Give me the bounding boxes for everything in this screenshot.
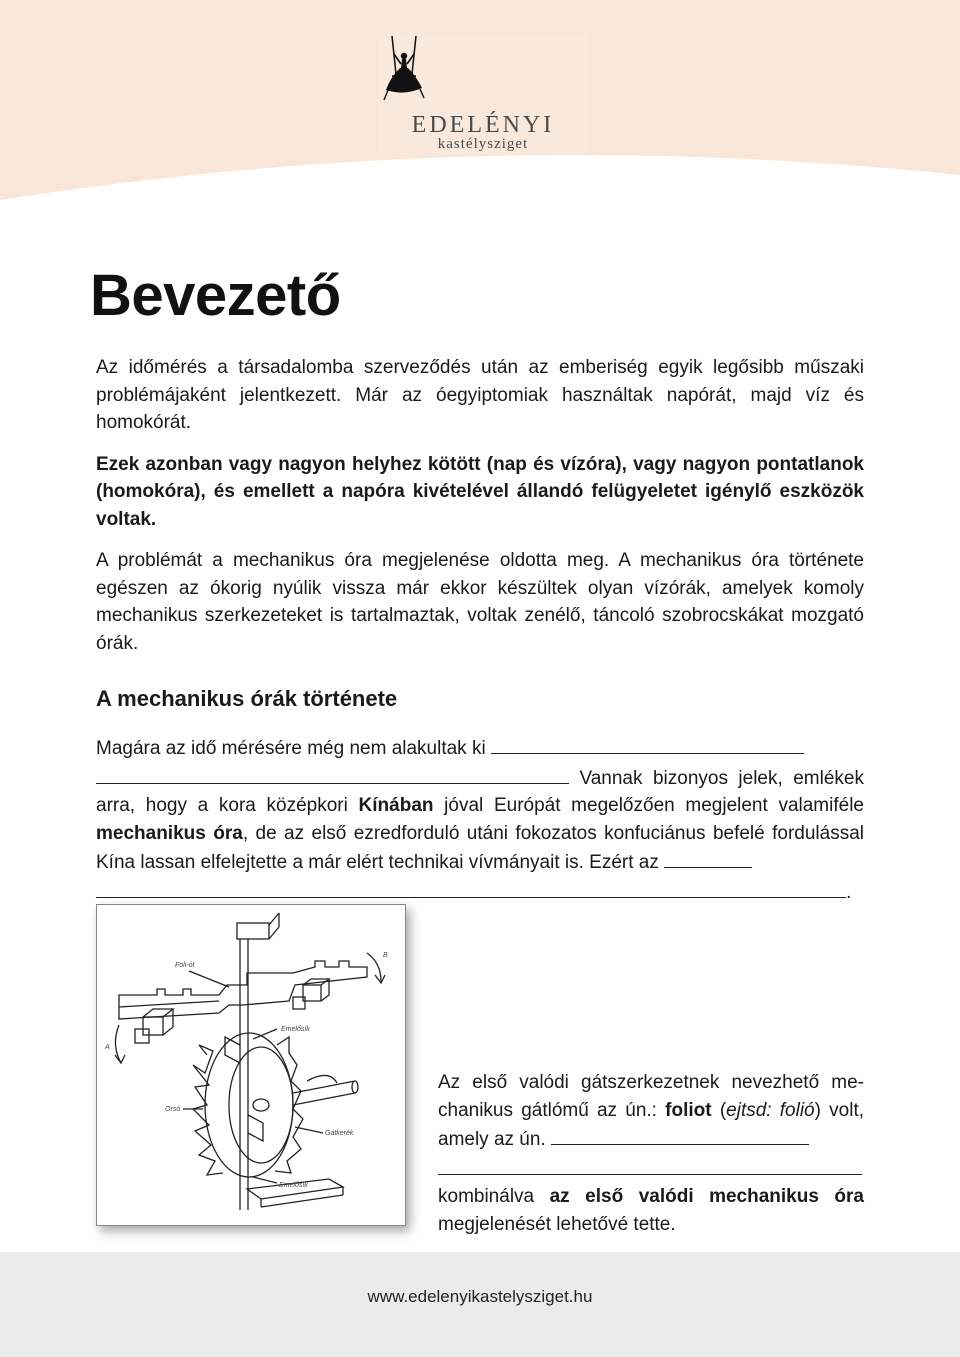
swing-lady-icon: [378, 34, 428, 108]
intro-paragraph-2: Ezek azonban vagy nagyon helyhez kötött (nap és vízóra), vagy nagyon pontatlanok (homokóra), és emellett a napóra kivételével állandó felügyeletet igénylő eszközök voltak.: [96, 453, 864, 530]
fill-blank-3a[interactable]: [551, 1124, 809, 1145]
fill-blank-2b[interactable]: [96, 877, 846, 898]
history-text-2: Vannak bizonyos jelek, emlékek arra, hogy a kora középkori: [96, 767, 864, 816]
foliot-paragraph: [438, 1069, 864, 1238]
brand-name: EDELÉNYI: [411, 112, 555, 138]
side-text-2: (: [711, 1099, 727, 1121]
history-text-4: , de az első ezredforduló utáni fokozatos konfuciánus befelé fordulással Kína lassan elfelejtette a már elért technikai vívmányait is. Ezért az: [96, 822, 865, 873]
side-bold-foliot: foliot: [665, 1099, 712, 1121]
fill-blank-2a[interactable]: [664, 847, 752, 868]
history-bold-china: Kínában: [358, 795, 434, 816]
fill-blank-1b[interactable]: [96, 763, 569, 784]
history-text-1: Magára az idő mérésére még nem alakultak ki: [96, 738, 491, 759]
header-band: [0, 0, 960, 260]
footer-website-link[interactable]: www.edelenyikastelysziget.hu: [367, 1287, 593, 1306]
brand-subtitle: kastélysziget: [437, 136, 529, 152]
label-emelosik-bottom: Emelősík: [279, 1182, 308, 1189]
section-heading: A mechanikus órák története: [96, 686, 398, 711]
label-a: A: [105, 1044, 110, 1051]
intro-paragraph-3: A problémát a mechanikus óra megjelenése oldotta meg. A mechanikus óra története egészen az ókorig nyúlik vissza már ekkor készültek olyan vízórák, amelyek komoly mechanikus szerkezeteket is tartalmaztak, voltak zenélő, táncoló szobrocskákat mozgató órák.: [96, 550, 864, 654]
foliot-illustration: [96, 904, 406, 1226]
fill-blank-1a[interactable]: [491, 733, 804, 754]
intro-section: [96, 354, 864, 671]
label-b: B: [383, 952, 388, 959]
history-paragraph: [96, 733, 864, 906]
intro-paragraph-1: Az időmérés a társadalomba szerveződés után az emberiség egyik legősibb műszaki problémájaként jelentkezett. Már az óegyiptomiak használtak napórát, majd víz és homokórát.: [96, 357, 864, 433]
history-text-5: .: [846, 881, 852, 903]
label-emelosik-top: Emelősík: [281, 1026, 310, 1033]
fill-blank-3b[interactable]: [438, 1154, 862, 1175]
label-gatkerek: Gátkerék: [325, 1130, 354, 1137]
label-orso: Orsó: [165, 1106, 181, 1113]
side-italic-pronunciation: ejtsd: folió: [726, 1099, 815, 1121]
brand-logo: [378, 34, 588, 154]
side-bold-first-clock: az első valódi mechanikus óra: [549, 1186, 864, 1207]
history-text-3: jóval Európát megelőzően megjelent valamiféle: [433, 795, 864, 816]
history-bold-mechanical-clock: mechanikus óra: [96, 822, 243, 844]
side-text-4: kombinálva: [438, 1186, 550, 1207]
side-text-3: ) volt, amely az ún.: [438, 1099, 865, 1150]
label-foliot: Foli-ót: [175, 962, 195, 969]
page-title: Bevezető: [90, 263, 341, 328]
side-text-5: megjelenését lehetővé tette.: [438, 1213, 676, 1235]
foliot-drawing: [97, 905, 405, 1225]
footer: [0, 1252, 960, 1357]
side-text-1: Az első valódi gátszerkezetnek nevezhető mechanikus gátlómű az ún.:: [438, 1072, 864, 1121]
